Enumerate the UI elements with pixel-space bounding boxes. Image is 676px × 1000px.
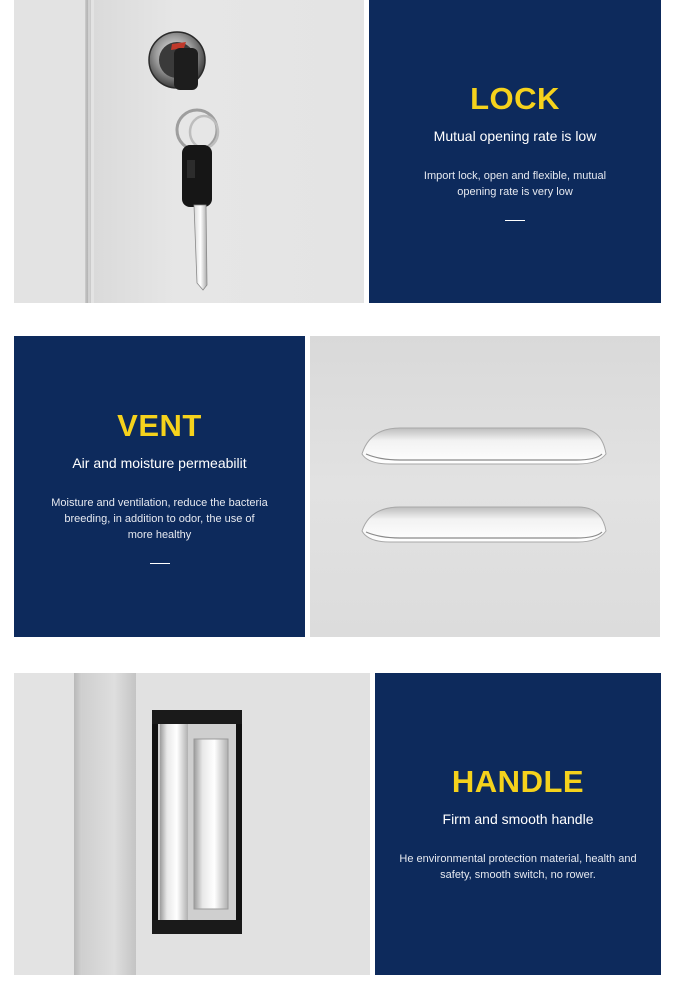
handle-info-panel xyxy=(375,673,661,975)
description-line: safety, smooth switch, no rower. xyxy=(440,868,596,881)
description-line: opening rate is very low xyxy=(457,185,573,198)
section-title: HANDLE xyxy=(451,763,585,799)
handle-icon xyxy=(14,673,370,975)
section-description xyxy=(399,851,636,883)
vent-photo xyxy=(310,336,660,637)
divider xyxy=(150,563,170,564)
description-line: more healthy xyxy=(127,528,192,541)
section-title: VENT xyxy=(117,407,202,443)
divider xyxy=(505,220,525,221)
vent-slots-icon xyxy=(310,336,660,637)
description-line: Moisture and ventilation, reduce the bacteria xyxy=(51,496,268,509)
handle-photo xyxy=(14,673,370,975)
section-description xyxy=(424,168,606,200)
section-description xyxy=(51,495,267,543)
section-title: LOCK xyxy=(470,80,560,116)
section-subtitle: Firm and smooth handle xyxy=(442,810,594,827)
section-subtitle: Mutual opening rate is low xyxy=(433,127,597,144)
description-line: Import lock, open and flexible, mutual xyxy=(423,169,607,182)
lock-photo xyxy=(14,0,364,303)
section-subtitle: Air and moisture permeabilit xyxy=(72,454,247,471)
lock-key-icon xyxy=(14,0,364,303)
vent-info-panel xyxy=(14,336,305,637)
lock-info-panel xyxy=(369,0,661,303)
description-line: breeding, in addition to odor, the use of xyxy=(64,512,255,525)
description-line: He environmental protection material, health and xyxy=(399,852,637,865)
